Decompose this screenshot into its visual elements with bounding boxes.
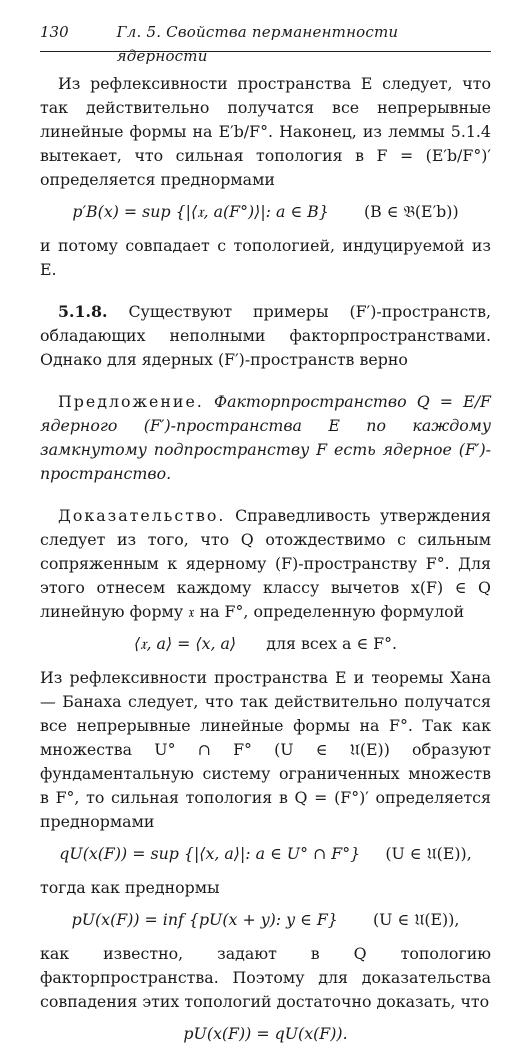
proposition-text: Факторпространство Q = E/F ядерного (F′)-пространства E по каждому замкнутому подпространству F есть ядерное (F′)-пространство. — [40, 392, 491, 483]
page-header — [40, 0, 491, 65]
proof-text: Справедливость утверждения следует из того, что Q отождествимо с сильным сопряженным к ядерному (F)-пространству F°. Для этого отнесем каждому классу вычетов x(F) ∈ Q линейную форму 𝔵 на F°, определенную формулой — [40, 506, 491, 621]
section-text: Существуют примеры (F′)-пространств, обладающих неполными факторпространствами. Однако для ядерных (F′)-пространств верно — [40, 302, 491, 369]
running-title: Гл. 5. Свойства перманентности ядерности — [116, 23, 399, 65]
formula-2-condition: для всех a ∈ F°. — [266, 634, 398, 653]
formula-2-expr: ⟨𝔵, a⟩ = ⟨x, a⟩ — [133, 634, 237, 653]
formula-3-condition: (U ∈ 𝔘(E)), — [385, 844, 472, 863]
paragraph-3: Из рефлексивности пространства E и теоремы Хана — Банаха следует, что так действительно получатся все непрерывные линейные формы на F°. Так как множества U° ∩ F° (U ∈ 𝔘(E)) образуют фундаментальную систему ограниченных множеств в F°, то сильная топология в Q = (F°)′ определяется преднормами — [40, 668, 491, 831]
formula-5 — [40, 1022, 491, 1046]
formula-5-expr: pU(x(F)) = qU(x(F)). — [183, 1024, 348, 1043]
section-5-1-8 — [40, 300, 491, 372]
formula-4-condition: (U ∈ 𝔘(E)), — [372, 910, 460, 929]
paragraph-1: Из рефлексивности пространства E следует, что так действительно получатся все непрерывные линейные формы на E′b/F°. Наконец, из леммы 5.1.4 вытекает, что сильная топология в F = (E′b/F°)′ определяется преднормами — [40, 74, 491, 189]
paragraph-5: как известно, задают в Q топологию факторпространства. Поэтому для доказательства совпадения этих топологий достаточно доказать, что — [40, 944, 491, 1011]
formula-3-expr: qU(x(F)) = sup {|⟨x, a⟩|: a ∈ U° ∩ F°} — [59, 844, 361, 863]
proposition-label: Предложение. — [58, 392, 204, 411]
formula-4-expr: pU(x(F)) = inf {pU(x + y): y ∈ F} — [71, 910, 338, 929]
page-number: 130 — [40, 23, 69, 41]
proposition — [40, 390, 491, 486]
formula-2 — [40, 632, 491, 656]
formula-1-expr: p′B(x) = sup {|⟨𝔵, a(F°)⟩|: a ∈ B} — [72, 202, 329, 221]
formula-1 — [40, 200, 491, 224]
proof-label: Доказательство. — [58, 506, 226, 525]
proof — [40, 504, 491, 624]
paragraph-2: и потому совпадает с топологией, индуцируемой из E. — [40, 236, 491, 279]
formula-3 — [40, 842, 491, 866]
paragraph-4: тогда как преднормы — [40, 878, 220, 897]
formula-1-condition: (B ∈ 𝔅(E′b)) — [363, 202, 459, 221]
section-number: 5.1.8. — [58, 302, 108, 321]
formula-4 — [40, 908, 491, 932]
